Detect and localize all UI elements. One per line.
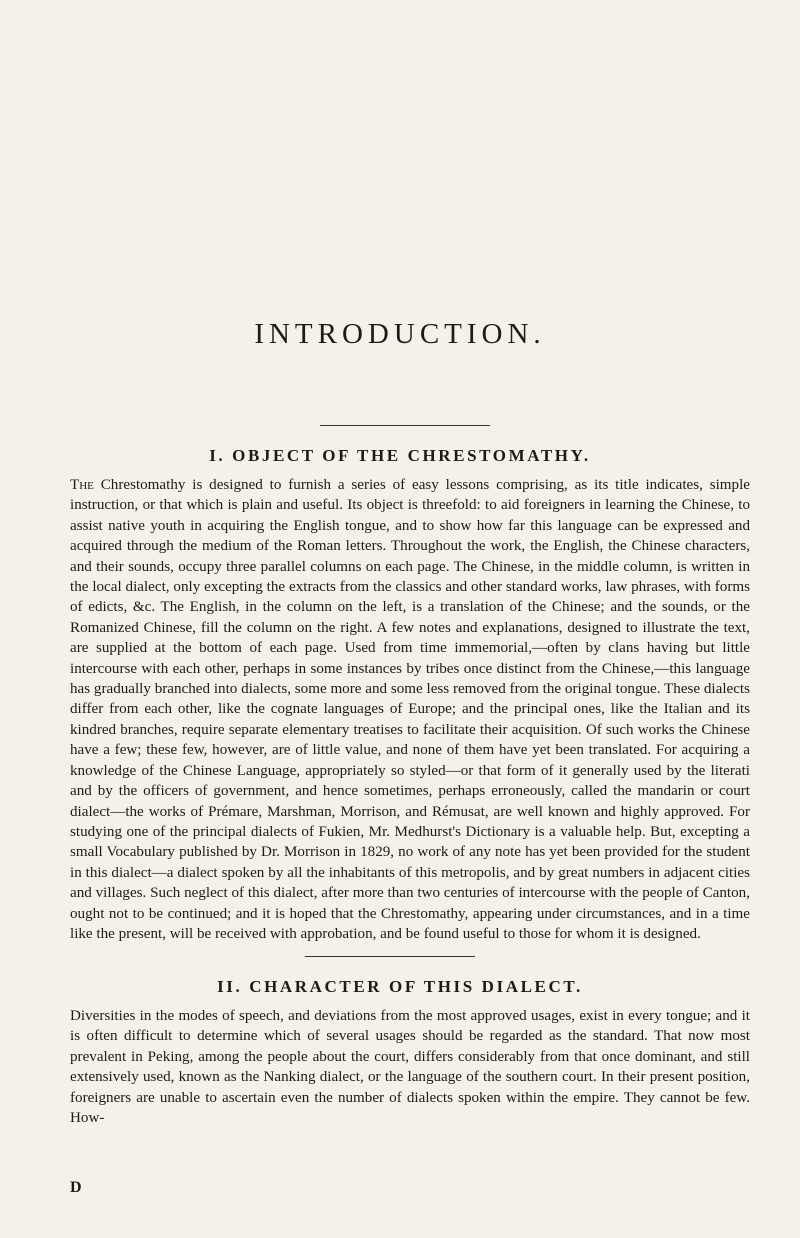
lead-word: The [70,477,94,493]
paragraph-text: Chrestomathy is designed to furnish a series of easy lessons comprising, as its title indicates, simple instruction, or that which is plain and useful. Its object is threefold: to aid foreigners in learning the Chinese, to assist native youth in acquiring the English tongue, and to show how far this language can be expressed and acquired through the medium of the Roman letters. Throughout the work, the English, the Chinese characters, and their sounds, occupy three parallel columns on each page. The Chinese, in the middle column, is written in the local dialect, only excepting the extracts from the classics and other standard works, law phrases, with forms of edicts, &c. The English, in the column on the left, is a translation of the Chinese; and the sounds, or the Romanized Chinese, fill the column on the right. A few notes and explanations, designed to illustrate the text, are supplied at the bottom of each page. Used from time immemorial,—often by clans having but little intercourse with each other, perhaps in some instances by tribes once distinct from the Chinese,—this language has gradually branched into dialects, some more and some less removed from the original tongue. These dialects differ from each other, like the cognate languages of Europe; and the principal ones, like the Italian and its kindred branches, require separate elementary treatises to facilitate their acquisition. Of such works the Chinese have a few; these few, however, are of little value, and none of them have yet been translated. For acquiring a knowledge of the Chinese Language, appropriately so styled—or that form of it generally used by the literati and by the officers of government, and hence sometimes, perhaps erroneously, called the mandarin or court dialect—the works of Prémare, Marshman, Morrison, and Rémusat, are well known and highly approved. For studying one of the principal dialects of Fukien, Mr. Medhurst's Dictionary is a valuable help. But, excepting a small Vocabulary published by Dr. Morrison in 1829, no work of any note has yet been provided for the student in this dialect—a dialect spoken by all the inhabitants of this metropolis, and by great numbers in adjacent cities and villages. Such neglect of this dialect, after more than two centuries of intercourse with the people of Canton, ought not to be continued; and it is hoped that the Chrestomathy, appearing under circumstances, and in a time like the present, will be received with approbation, and be found useful to those for whom it is designed. [70,477,750,942]
section-divider [305,956,475,957]
section-heading-character: II. CHARACTER OF THIS DIALECT. [217,977,583,996]
paragraph [70,475,750,944]
section-heading-object: I. OBJECT OF THE CHRESTOMATHY. [209,446,591,465]
section-body-character [70,1006,750,1128]
paragraph-text: Diversities in the modes of speech, and deviations from the most approved usages, exist in every tongue; and it is often difficult to determine which of several usages should be regarded as the standard. That now most prevalent in Peking, among the people about the court, differs considerably from that once dominant, and still extensively used, known as the Nanking dialect, or the language of the southern court. In their present position, foreigners are unable to ascertain even the number of dialects spoken within the empire. They cannot be few. How- [70,1008,750,1127]
signature-mark: D [70,1179,82,1196]
section-divider [320,425,490,426]
section-body-object [70,475,750,944]
page-title: INTRODUCTION. [254,318,546,350]
